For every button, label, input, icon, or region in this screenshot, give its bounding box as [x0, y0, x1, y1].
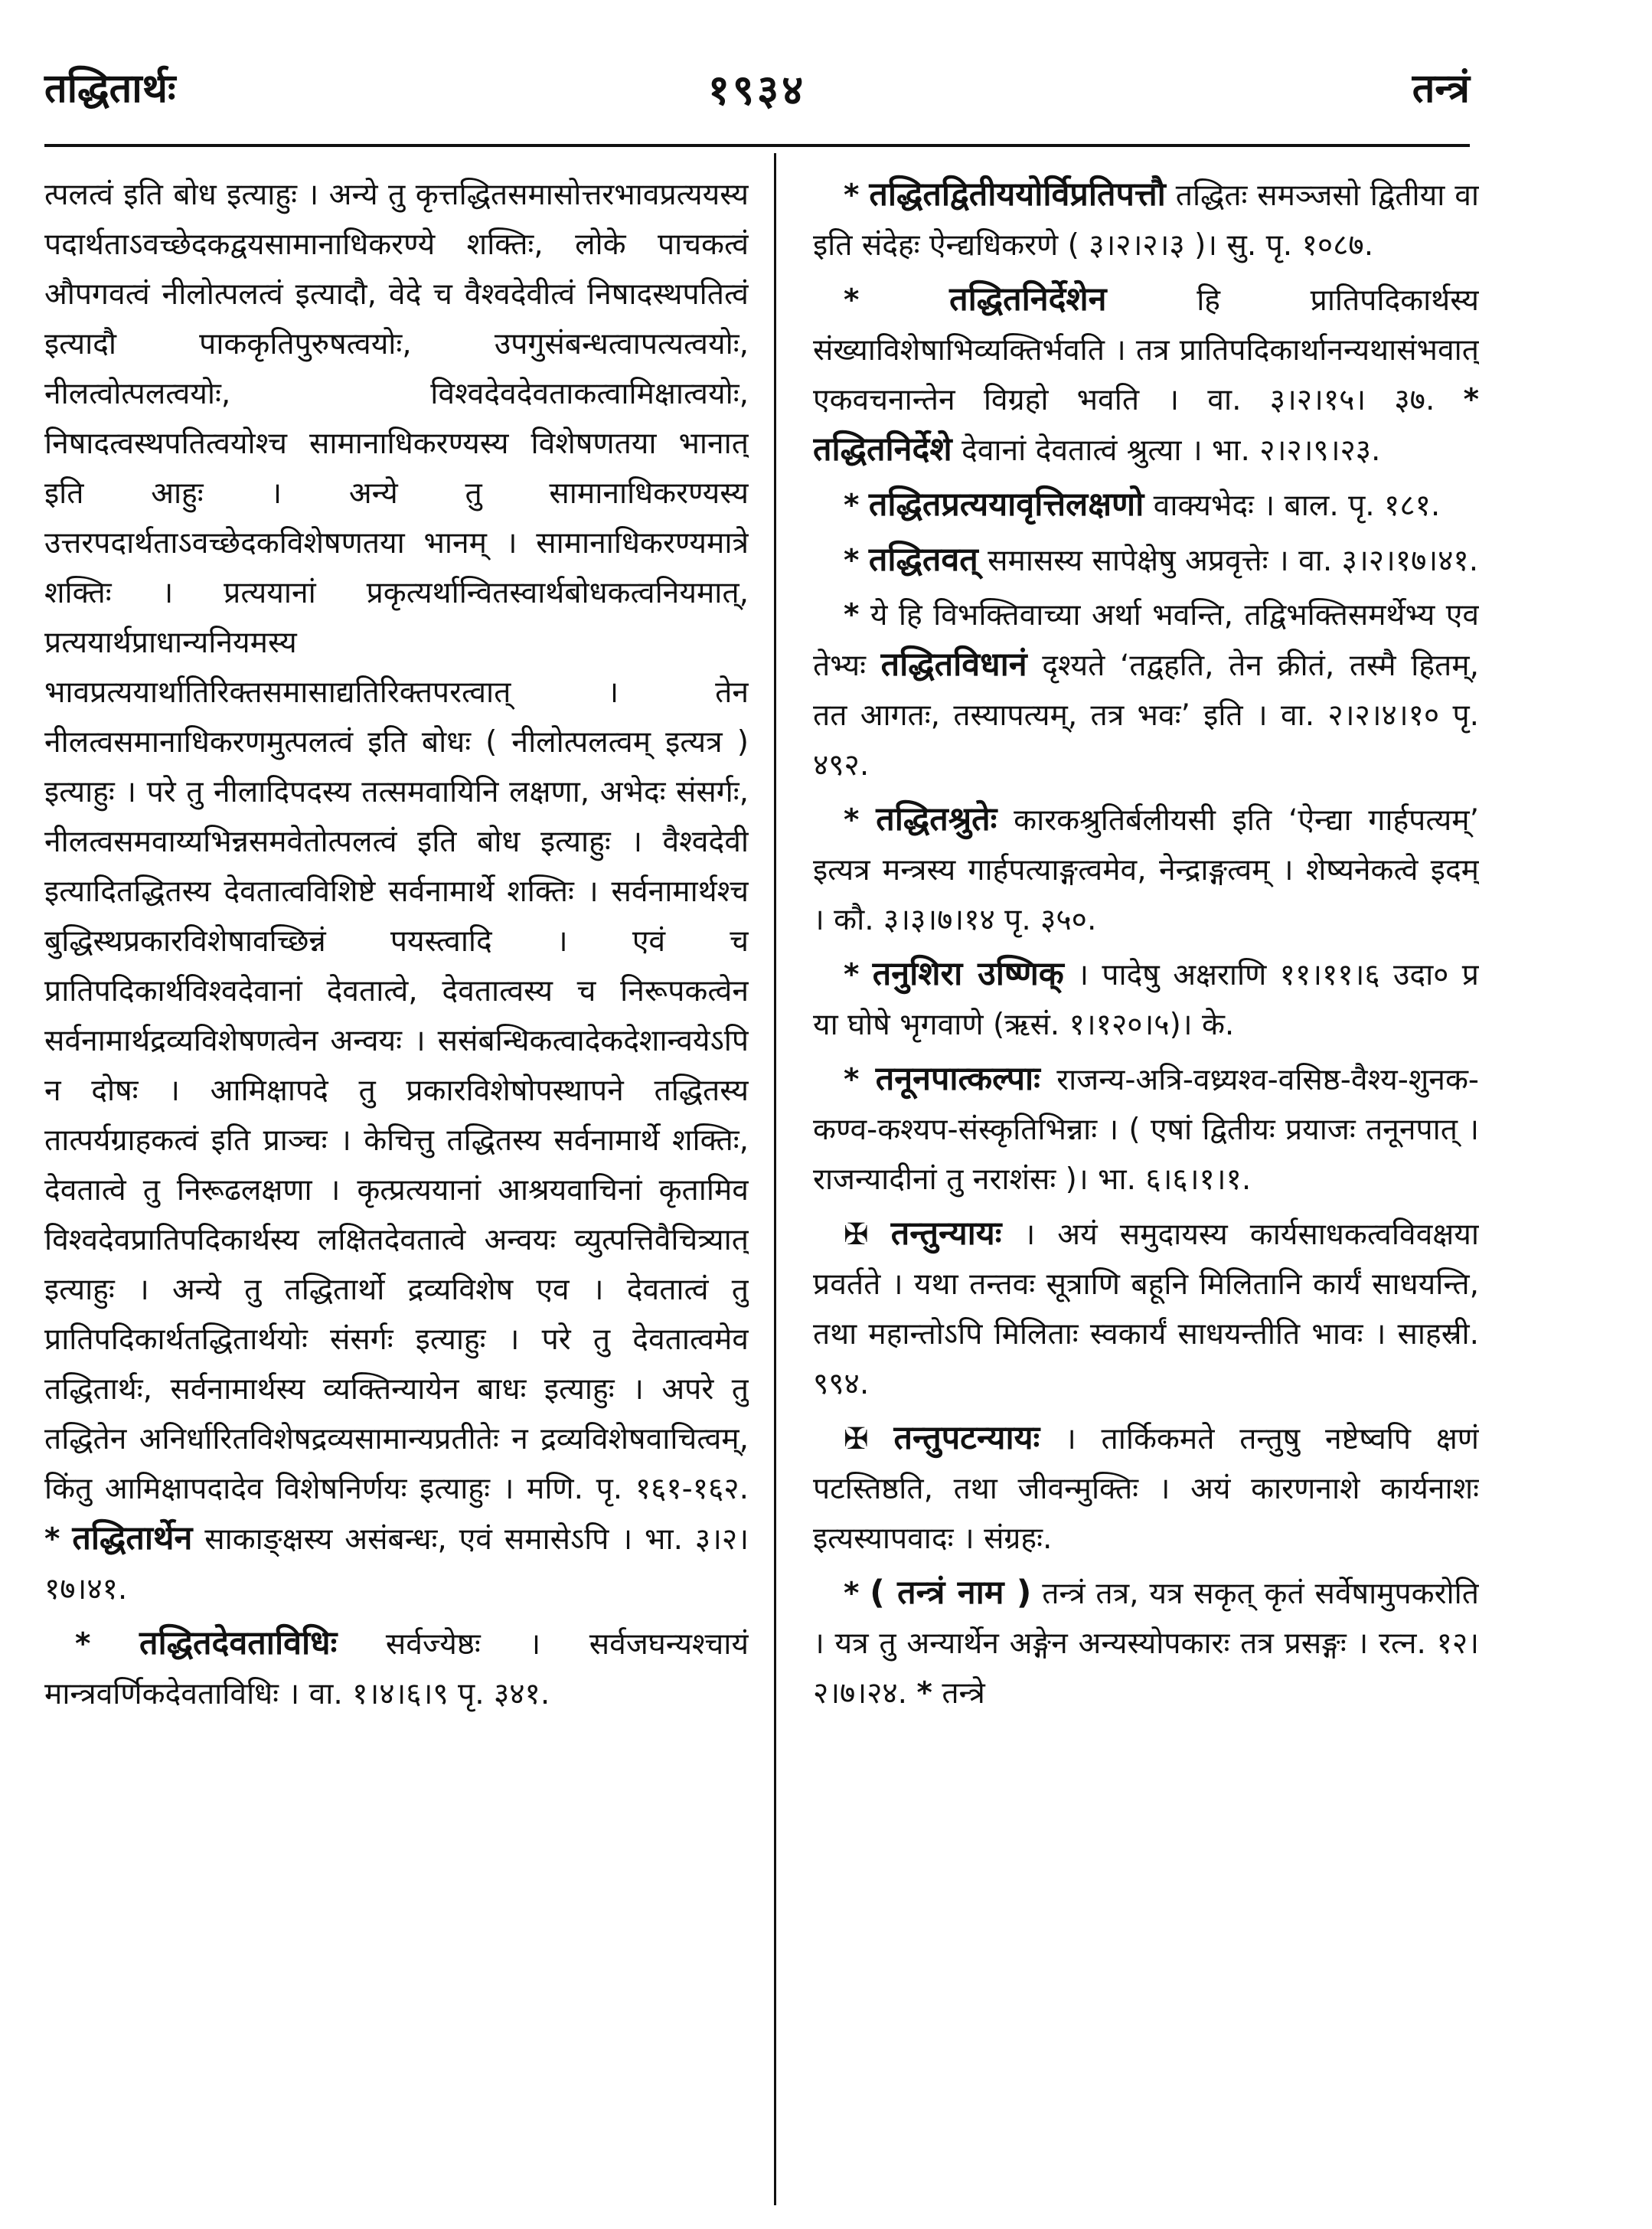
entry	[813, 1054, 1479, 1204]
entry-star-marker: *	[916, 1676, 932, 1711]
entry-star-marker: *	[844, 803, 860, 838]
entry-body: समासस्य सापेक्षेषु अप्रवृत्तेः । वा. ३।२।१७।४१.	[988, 544, 1479, 578]
entry-body: । तार्किकमते तन्तुषु नष्टेष्वपि क्षणं पटस्तिष्ठति, तथा जीवन्मुक्तिः । अयं कारणनाशे कार्यनाशः इत्यस्यापवादः । संग्रहः.	[813, 1422, 1479, 1556]
entry-body: कारकश्रुतिर्बलीयसी इति ‘ऐन्द्या गार्हपत्यम्’ इत्यत्र मन्त्रस्य गार्हपत्याङ्गत्वमेव, नेन्द्राङ्गत्वम् । शेष्यनेकत्वे इदम् । कौ. ३।३।७।१४ पृ. ३५०.	[813, 803, 1479, 937]
entry-star-marker: *	[844, 958, 860, 992]
entry-continuation	[44, 170, 749, 1614]
entry-headword: तद्धितवत्	[868, 541, 978, 579]
entry	[813, 949, 1479, 1050]
entry-headword: तद्धितनिर्देशे	[813, 430, 952, 469]
entry-body: तद्धितः समञ्जसो द्वितीया वा इति संदेहः ऐन्द्यधिकरणे ( ३।२।२।३ )। सु. पृ. १०८७.	[813, 178, 1479, 263]
entry-headword: तन्तुन्यायः	[890, 1214, 1002, 1253]
entry	[813, 1209, 1479, 1409]
entry-body: राजन्य-अत्रि-वध्र्यश्व-वसिष्ठ-वैश्य-शुनक-कण्व-कश्यप-संस्कृतिभिन्नाः । ( एषां द्वितीयः प्रयाजः तनूनपात् । राजन्यादीनां तु नराशंसः )। भा. ६।६।१।१.	[813, 1063, 1479, 1197]
nyaya-marker-icon: ✠	[844, 1422, 869, 1456]
entry-body: ये हि विभक्तिवाच्या अर्था भवन्ति, तद्विभक्तिसमर्थेभ्य एव तेभ्यः	[813, 598, 1479, 683]
entry	[813, 170, 1479, 270]
entry-headword: तद्धितविधानं	[880, 645, 1027, 684]
entry-star-marker: *	[75, 1627, 91, 1662]
entry-body: तन्त्रं तत्र, यत्र सकृत् कृतं सर्वेषामुपकरोति । यत्र तु अन्यार्थेन अङ्गेन अन्यस्योपकारः तत्र प्रसङ्गः । रत्न. १२।२।७।२४.	[813, 1577, 1479, 1711]
nyaya-marker-icon: ✠	[844, 1217, 869, 1252]
entry	[813, 535, 1479, 586]
entry-body: साकाङ्क्षस्य असंबन्धः, एवं समासेऽपि । भा. ३।२।१७।४१.	[44, 1522, 749, 1606]
entry-body: तन्त्रे	[942, 1676, 985, 1711]
entry-headword: तद्धितप्रत्ययावृत्तिलक्षणो	[868, 485, 1144, 524]
entry-headword: तनूनपात्कल्पाः	[875, 1060, 1040, 1098]
left-column	[44, 170, 749, 2207]
entry-star-marker: *	[844, 489, 860, 523]
header-rule	[44, 144, 1470, 147]
entry-headword: तद्धितदेवताविधिः	[139, 1624, 338, 1662]
entry	[44, 1619, 749, 1719]
entry-headword: तद्धितद्वितीययोर्विप्रतिपत्तौ	[869, 175, 1166, 214]
entry	[813, 590, 1479, 790]
entry-headword: तद्धितनिर्देशेन	[949, 280, 1107, 319]
running-head-left: तद्धितार्थः	[44, 66, 176, 112]
entry	[813, 275, 1479, 476]
entry-star-marker: *	[844, 283, 860, 318]
entry	[813, 480, 1479, 531]
entry-star-marker: *	[844, 1577, 860, 1611]
entry	[813, 795, 1479, 945]
entry-star-marker: *	[844, 544, 860, 578]
entry-star-marker: *	[844, 1063, 860, 1097]
entry-headword: तद्धितार्थेन	[72, 1519, 193, 1557]
entry-body: । अयं समुदायस्य कार्यसाधकत्वविवक्षया प्रवर्तते । यथा तन्तवः सूत्राणि बहूनि मिलितानि कार्यं साधयन्ति, तथा महान्तोऽपि मिलिताः स्वकार्यं साधयन्तीति भावः । साहस्री. ९९४.	[813, 1217, 1479, 1401]
entry	[813, 1568, 1479, 1718]
entry-headword: तन्तुपटन्यायः	[893, 1419, 1040, 1457]
entry-body: सर्वज्येष्ठः । सर्वजघन्यश्चायं मान्त्रवर्णिकदेवताविधिः । वा. १।४।६।९ पृ. ३४१.	[44, 1627, 749, 1711]
right-column	[813, 170, 1479, 2207]
entry	[813, 1414, 1479, 1564]
entry-body: दृश्यते ‘तद्वहति, तेन क्रीतं, तस्मै हितम्, तत आगतः, तस्यापत्यम्, तत्र भवः’ इति । वा. २।२।४।१० पृ. ४९२.	[813, 649, 1479, 783]
entry-star-marker: *	[1463, 383, 1479, 417]
column-divider	[774, 153, 776, 2205]
entry-body: हि प्रातिपदिकार्थस्य संख्याविशेषाभिव्यक्तिर्भवति । तत्र प्रातिपदिकार्थानन्यथासंभवात् एकवचनान्तेन विग्रहो भवति । वा. ३।२।१५। ३७.	[813, 283, 1479, 417]
entry-star-marker: *	[44, 1522, 60, 1557]
entry-headword: तद्धितश्रुतेः	[876, 800, 997, 838]
page-header	[44, 60, 1470, 129]
entry-body: देवानां देवतात्वं श्रुत्या । भा. २।२।९।२३.	[961, 433, 1381, 468]
entry-headword: ( तन्त्रं नाम )	[870, 1574, 1032, 1612]
entry-body: । पादेषु अक्षराणि ११।११।६ उदा० प्र या घोषे भृगवाणे (ऋसं. १।१२०।५)। के.	[813, 958, 1479, 1042]
entry-body: त्पलत्वं इति बोध इत्याहुः । अन्ये तु कृत्तद्धितसमासोत्तरभावप्रत्ययस्य पदार्थताऽवच्छेदकद्वयसामानाधिकरण्ये शक्तिः, लोके पाचकत्वं औपगवत्वं नीलोत्पलत्वं इत्यादौ, वेदे च वैश्वदेवीत्वं निषादस्थपतित्वं इत्यादौ पाककृतिपुरुषत्वयोः, उपगुसंबन्धत्वापत्यत्वयोः, नीलत्वोत्पलत्वयोः, विश्वदेवदेवताकत्वामिक्षात्वयोः, निषादत्वस्थपतित्वयोश्च सामानाधिकरण्यस्य विशेषणतया भानात् इति आहुः । अन्ये तु सामानाधिकरण्यस्य उत्तरपदार्थताऽवच्छेदकविशेषणतया भानम् । सामानाधिकरण्यमात्रे शक्तिः । प्रत्ययानां प्रकृत्यर्थान्वितस्वार्थबोधकत्वनियमात्, प्रत्ययार्थप्राधान्यनियमस्य भावप्रत्ययार्थातिरिक्तसमासाद्यतिरिक्तपरत्वात् । तेन नीलत्वसमानाधिकरणमुत्पलत्वं इति बोधः ( नीलोत्पलत्वम् इत्यत्र ) इत्याहुः । परे तु नीलादिपदस्य तत्समवायिनि लक्षणा, अभेदः संसर्गः, नीलत्वसमवाय्यभिन्नसमवेतोत्पलत्वं इति बोध इत्याहुः । वैश्वदेवी इत्यादितद्धितस्य देवतात्वविशिष्टे सर्वनामार्थे शक्तिः । सर्वनामार्थश्च बुद्धिस्थप्रकारविशेषावच्छिन्नं पयस्त्वादि । एवं च प्रातिपदिकार्थविश्वदेवानां देवतात्वे, देवतात्वस्य च निरूपकत्वेन सर्वनामार्थद्रव्यविशेषणत्वेन अन्वयः । ससंबन्धिकत्वादेकदेशान्वयेऽपि न दोषः । आमिक्षापदे तु प्रकारविशेषोपस्थापने तद्धितस्य तात्पर्यग्राहकत्वं इति प्राञ्चः । केचित्तु तद्धितस्य सर्वनामार्थे शक्तिः, देवतात्वे तु निरूढलक्षणा । कृत्प्रत्ययानां आश्रयवाचिनां कृतामिव विश्वदेवप्रातिपदिकार्थस्य लक्षितदेवतात्वे अन्वयः व्युत्पत्तिवैचित्र्यात् इत्याहुः । अन्ये तु तद्धितार्थो द्रव्यविशेष एव । देवतात्वं तु प्रातिपदिकार्थतद्धितार्थयोः संसर्गः इत्याहुः । परे तु देवतात्वमेव तद्धितार्थः, सर्वनामार्थस्य व्यक्तिन्यायेन बाधः इत्याहुः । अपरे तु तद्धितेन अनिर्धारितविशेषद्रव्यसामान्यप्रतीतेः न द्रव्यविशेषवाचित्वम्, किंतु आमिक्षापदादेव विशेषनिर्णयः इत्याहुः । मणि. पृ. १६१-१६२.	[44, 178, 749, 1506]
entry-star-marker: *	[844, 598, 860, 632]
page-number: १९३४	[707, 66, 807, 114]
running-head-right: तन्त्रं	[1412, 66, 1470, 112]
entry-star-marker: *	[844, 178, 860, 213]
entry-headword: तनुशिरा उष्णिक्	[872, 955, 1064, 993]
entry-body: वाक्यभेदः । बाल. पृ. १८१.	[1153, 489, 1441, 523]
